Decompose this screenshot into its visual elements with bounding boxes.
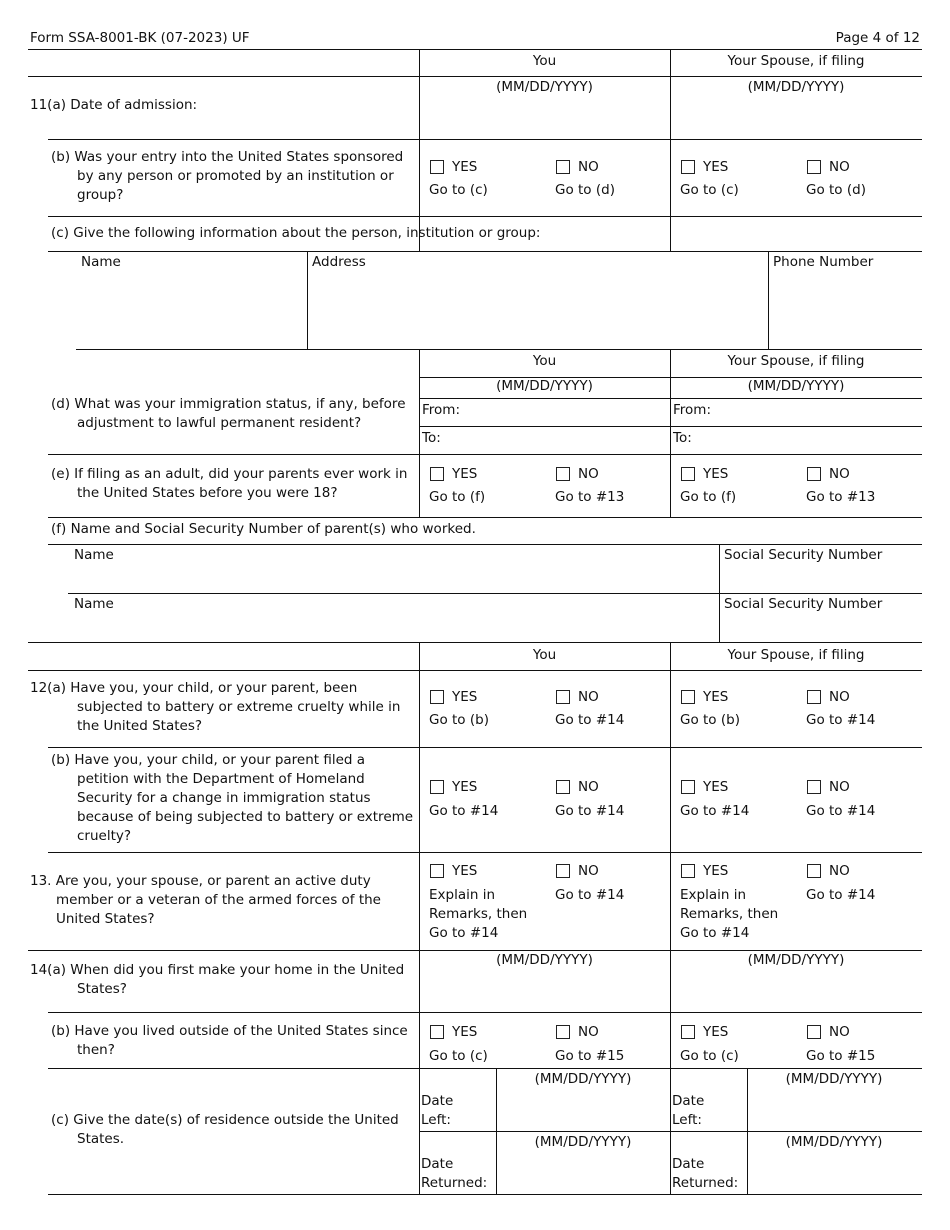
q12b-spouse-yes-checkbox[interactable]: [681, 780, 695, 794]
rule-line: [48, 454, 922, 455]
q12b-text: cruelty?: [77, 828, 132, 844]
rule-line: [48, 139, 922, 140]
rule-line: [48, 517, 922, 518]
you-date-returned-label: Date: [421, 1156, 454, 1172]
q11e-you-no-checkbox[interactable]: [556, 467, 570, 481]
q12a-spouse-yes-checkbox[interactable]: [681, 690, 695, 704]
q14b-you-yes-instruction: Go to (c): [429, 1048, 488, 1064]
column-divider: [670, 349, 671, 517]
q11c-address-label: Address: [312, 254, 366, 270]
q12a-text: the United States?: [77, 718, 203, 734]
q13-you-no-checkbox[interactable]: [556, 864, 570, 878]
q13-spouse-yes-instruction: Go to #14: [680, 925, 750, 941]
q11f-text: (f) Name and Social Security Number of parent(s) who worked.: [51, 521, 476, 537]
rule-line: [68, 593, 922, 594]
q12b-spouse-yes-label: YES: [703, 779, 729, 795]
column-header-spouse: Your Spouse, if filing: [727, 53, 865, 69]
column-header-spouse: Your Spouse, if filing: [727, 353, 865, 369]
column-divider: [768, 251, 769, 349]
q13-you-yes-instruction: Remarks, then: [429, 906, 528, 922]
q11e-text: (e) If filing as an adult, did your parents ever work in: [51, 466, 408, 482]
q13-spouse-no-checkbox[interactable]: [807, 864, 821, 878]
rule-line: [76, 349, 922, 350]
q11e-text: the United States before you were 18?: [77, 485, 338, 501]
spouse-date-left-format: (MM/DD/YYYY): [785, 1071, 883, 1087]
q11b-spouse-no-label: NO: [829, 159, 850, 175]
date-format-hint: (MM/DD/YYYY): [747, 79, 845, 95]
you-date-returned-label: Returned:: [421, 1175, 488, 1191]
q11e-spouse-no-instruction: Go to #13: [806, 489, 876, 505]
page-number: Page 4 of 12: [835, 30, 920, 46]
spouse-from-label: From:: [673, 402, 711, 418]
q11e-spouse-yes-checkbox[interactable]: [681, 467, 695, 481]
spouse-date-left-label: Date: [672, 1093, 705, 1109]
spouse-date-left-label: Left:: [672, 1112, 702, 1128]
q12b-text: (b) Have you, your child, or your parent filed a: [51, 752, 366, 768]
q12b-spouse-yes-instruction: Go to #14: [680, 803, 750, 819]
q11b-you-no-checkbox[interactable]: [556, 160, 570, 174]
q11e-you-no-instruction: Go to #13: [555, 489, 625, 505]
q11e-spouse-no-label: NO: [829, 466, 850, 482]
rule-line: [48, 1194, 922, 1195]
q11c-name-label: Name: [81, 254, 121, 270]
q11b-you-yes-instruction: Go to (c): [429, 182, 488, 198]
q11b-spouse-no-instruction: Go to (d): [806, 182, 866, 198]
q13-spouse-yes-checkbox[interactable]: [681, 864, 695, 878]
rule-line: [28, 49, 922, 50]
q14b-you-yes-label: YES: [452, 1024, 478, 1040]
q12b-spouse-no-label: NO: [829, 779, 850, 795]
q12a-spouse-yes-instruction: Go to (b): [680, 712, 740, 728]
date-format-hint: (MM/DD/YYYY): [496, 79, 593, 95]
q11f-ssn-label-2: Social Security Number: [724, 596, 883, 612]
q13-text: member or a veteran of the armed forces of the: [56, 892, 381, 908]
q14b-spouse-no-label: NO: [829, 1024, 850, 1040]
q13-spouse-no-label: NO: [829, 863, 850, 879]
q12b-text: petition with the Department of Homeland: [77, 771, 365, 787]
q11b-you-no-label: NO: [578, 159, 599, 175]
q11b-you-no-instruction: Go to (d): [555, 182, 615, 198]
you-to-label: To:: [422, 430, 441, 446]
you-from-label: From:: [422, 402, 460, 418]
q12a-spouse-no-checkbox[interactable]: [807, 690, 821, 704]
rule-line: [48, 251, 922, 252]
spouse-date-returned-label: Date: [672, 1156, 705, 1172]
q14b-you-no-label: NO: [578, 1024, 599, 1040]
q11f-name-label-2: Name: [74, 596, 114, 612]
q14a-text: States?: [77, 981, 127, 997]
q13-you-yes-instruction: Go to #14: [429, 925, 499, 941]
rule-line: [48, 544, 922, 545]
column-divider: [719, 544, 720, 642]
q14b-you-yes-checkbox[interactable]: [430, 1025, 444, 1039]
you-date-returned-format: (MM/DD/YYYY): [534, 1134, 632, 1150]
q12a-you-no-checkbox[interactable]: [556, 690, 570, 704]
q11b-you-yes-label: YES: [452, 159, 478, 175]
q12b-you-no-checkbox[interactable]: [556, 780, 570, 794]
q14b-spouse-no-instruction: Go to #15: [806, 1048, 876, 1064]
rule-line: [28, 642, 922, 643]
q11e-spouse-yes-instruction: Go to (f): [680, 489, 737, 505]
q11d-text: (d) What was your immigration status, if any, before: [51, 396, 406, 412]
date-format-hint: (MM/DD/YYYY): [496, 378, 593, 394]
q12a-you-yes-label: YES: [452, 689, 478, 705]
q12a-you-no-instruction: Go to #14: [555, 712, 625, 728]
q12b-spouse-no-instruction: Go to #14: [806, 803, 876, 819]
q12a-spouse-yes-label: YES: [703, 689, 729, 705]
q14a-text: 14(a) When did you first make your home in the United: [30, 962, 405, 978]
q13-you-no-instruction: Go to #14: [555, 887, 625, 903]
q12a-text: subjected to battery or extreme cruelty while in: [77, 699, 401, 715]
q12a-spouse-no-label: NO: [829, 689, 850, 705]
q11e-you-yes-label: YES: [452, 466, 478, 482]
q14c-text: (c) Give the date(s) of residence outside the United: [51, 1112, 399, 1128]
q12b-you-no-label: NO: [578, 779, 599, 795]
column-header-you: You: [532, 647, 557, 663]
q11e-spouse-no-checkbox[interactable]: [807, 467, 821, 481]
q13-you-yes-checkbox[interactable]: [430, 864, 444, 878]
q13-text: United States?: [56, 911, 155, 927]
q11a-text: 11(a) Date of admission:: [30, 97, 198, 113]
q11c-text: (c) Give the following information about the person, institution or group:: [51, 225, 541, 241]
date-format-hint: (MM/DD/YYYY): [747, 952, 845, 968]
date-format-hint: (MM/DD/YYYY): [747, 378, 845, 394]
q13-spouse-yes-instruction: Remarks, then: [680, 906, 779, 922]
q12b-you-no-instruction: Go to #14: [555, 803, 625, 819]
q12b-text: Security for a change in immigration status: [77, 790, 371, 806]
q14b-spouse-yes-checkbox[interactable]: [681, 1025, 695, 1039]
q12b-text: because of being subjected to battery or extreme: [77, 809, 414, 825]
q13-you-yes-instruction: Explain in: [429, 887, 496, 903]
q11b-you-yes-checkbox[interactable]: [430, 160, 444, 174]
q11c-phone-label: Phone Number: [773, 254, 874, 270]
q14b-spouse-no-checkbox[interactable]: [807, 1025, 821, 1039]
column-header-you: You: [532, 53, 557, 69]
rule-line: [28, 76, 922, 77]
q11b-text: (b) Was your entry into the United States sponsored: [51, 149, 404, 165]
q11b-spouse-yes-checkbox[interactable]: [681, 160, 695, 174]
q13-text: 13. Are you, your spouse, or parent an active duty: [30, 873, 371, 889]
q14c-text: States.: [77, 1131, 125, 1147]
column-divider: [307, 251, 308, 349]
q11d-text: adjustment to lawful permanent resident?: [77, 415, 362, 431]
you-date-left-label: Left:: [421, 1112, 451, 1128]
date-format-hint: (MM/DD/YYYY): [496, 952, 593, 968]
q11e-you-no-label: NO: [578, 466, 599, 482]
q14b-text: then?: [77, 1042, 115, 1058]
q11f-ssn-label-1: Social Security Number: [724, 547, 883, 563]
q13-spouse-yes-label: YES: [703, 863, 729, 879]
rule-line: [48, 1012, 922, 1013]
q14b-spouse-yes-instruction: Go to (c): [680, 1048, 739, 1064]
column-header-you: You: [532, 353, 557, 369]
q11b-text: by any person or promoted by an institution or: [77, 168, 394, 184]
q11e-spouse-yes-label: YES: [703, 466, 729, 482]
q11e-you-yes-instruction: Go to (f): [429, 489, 486, 505]
q12a-spouse-no-instruction: Go to #14: [806, 712, 876, 728]
q12a-text: 12(a) Have you, your child, or your parent, been: [30, 680, 358, 696]
you-date-left-label: Date: [421, 1093, 454, 1109]
q12b-you-yes-label: YES: [452, 779, 478, 795]
q12b-spouse-no-checkbox[interactable]: [807, 780, 821, 794]
you-date-left-format: (MM/DD/YYYY): [534, 1071, 632, 1087]
q13-spouse-yes-instruction: Explain in: [680, 887, 747, 903]
q11b-spouse-no-checkbox[interactable]: [807, 160, 821, 174]
q11b-text: group?: [77, 187, 124, 203]
column-divider: [419, 349, 420, 517]
q12a-you-yes-checkbox[interactable]: [430, 690, 444, 704]
spouse-date-returned-label: Returned:: [672, 1175, 739, 1191]
q13-spouse-no-instruction: Go to #14: [806, 887, 876, 903]
form-id: Form SSA-8001-BK (07-2023) UF: [30, 30, 250, 46]
rule-line: [48, 747, 922, 748]
q14b-spouse-yes-label: YES: [703, 1024, 729, 1040]
spouse-to-label: To:: [673, 430, 692, 446]
spouse-date-returned-format: (MM/DD/YYYY): [785, 1134, 883, 1150]
rule-line: [48, 852, 922, 853]
q12a-you-yes-instruction: Go to (b): [429, 712, 489, 728]
q11e-you-yes-checkbox[interactable]: [430, 467, 444, 481]
column-header-spouse: Your Spouse, if filing: [727, 647, 865, 663]
q11f-name-label-1: Name: [74, 547, 114, 563]
rule-line: [28, 670, 922, 671]
q11b-spouse-yes-instruction: Go to (c): [680, 182, 739, 198]
rule-line: [48, 1068, 922, 1069]
rule-line: [48, 216, 922, 217]
q14b-you-no-instruction: Go to #15: [555, 1048, 625, 1064]
q12a-you-no-label: NO: [578, 689, 599, 705]
q13-you-no-label: NO: [578, 863, 599, 879]
q11b-spouse-yes-label: YES: [703, 159, 729, 175]
q12b-you-yes-instruction: Go to #14: [429, 803, 499, 819]
q14b-text: (b) Have you lived outside of the United States since: [51, 1023, 408, 1039]
q12b-you-yes-checkbox[interactable]: [430, 780, 444, 794]
q13-you-yes-label: YES: [452, 863, 478, 879]
q14b-you-no-checkbox[interactable]: [556, 1025, 570, 1039]
